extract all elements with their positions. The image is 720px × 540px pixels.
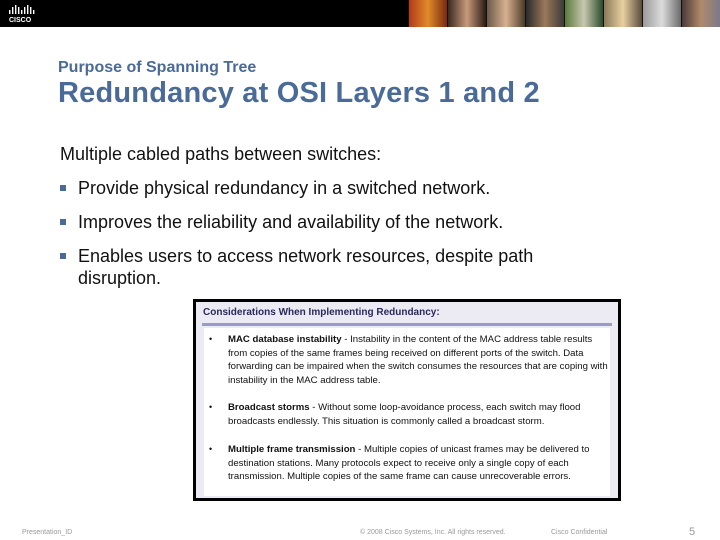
footer-copyright: © 2008 Cisco Systems, Inc. All rights reserved.: [360, 529, 506, 536]
panel-item-text: - Multiple copies of unicast frames may be delivered to destination stations. Many protocols expect to receive only a single copy of each transmission. Multiple copies of the same frame can cause unrecoverable errors.: [228, 444, 590, 482]
panel-item-term: Broadcast storms: [228, 402, 310, 413]
panel-heading: Considerations When Implementing Redundancy:: [203, 307, 440, 318]
bullet-text: Improves the reliability and availability of the network.: [78, 212, 504, 232]
bullet-list: [60, 176, 620, 289]
bullet-dot-icon: •: [209, 444, 213, 454]
footer-confidential: Cisco Confidential: [551, 529, 608, 536]
header-photo-strip: [408, 0, 720, 27]
bullet-item: [60, 211, 620, 233]
panel-body: [204, 328, 610, 496]
square-bullet-icon: [60, 219, 66, 225]
header-photo: [681, 0, 720, 27]
intro-text: Multiple cabled paths between switches:: [60, 144, 382, 164]
panel-inner: [196, 302, 618, 498]
page-number: 5: [689, 526, 696, 538]
header-photo: [408, 0, 447, 27]
footer-presentation-id: Presentation_ID: [22, 529, 73, 536]
bullet-text: Enables users to access network resources, despite path disruption.: [78, 246, 534, 288]
bullet-dot-icon: •: [209, 334, 213, 344]
panel-item-text: - Instability in the content of the MAC address table results from copies of the same frames being received on different ports of the switch. Data forwarding can be impaired when the switch consumes the resources that are coping with instability in the MAC address table.: [228, 334, 608, 386]
panel-item-term: MAC database instability: [228, 334, 342, 345]
bullet-item: [60, 245, 620, 289]
panel-item-term: Multiple frame transmission: [228, 444, 356, 455]
header-photo: [525, 0, 564, 27]
bullet-dot-icon: •: [209, 402, 213, 412]
square-bullet-icon: [60, 185, 66, 191]
header-photo: [486, 0, 525, 27]
panel-divider: [202, 323, 612, 326]
logo-text: CISCO: [9, 17, 32, 24]
header-photo: [564, 0, 603, 27]
header-photo: [603, 0, 642, 27]
header-bar: [0, 0, 720, 27]
cisco-logo: [8, 4, 42, 24]
header-photo: [447, 0, 486, 27]
slide-title: Redundancy at OSI Layers 1 and 2: [58, 77, 540, 109]
header-photo: [642, 0, 681, 27]
square-bullet-icon: [60, 253, 66, 259]
bullet-text: Provide physical redundancy in a switched network.: [78, 178, 491, 198]
slide-subtitle: Purpose of Spanning Tree: [58, 59, 257, 76]
redundancy-considerations-panel: [193, 299, 621, 501]
bullet-item: [60, 177, 620, 199]
panel-item-text: - Without some loop-avoidance process, each switch may flood broadcasts endlessly. This situation is commonly called a broadcast storm.: [228, 402, 581, 427]
